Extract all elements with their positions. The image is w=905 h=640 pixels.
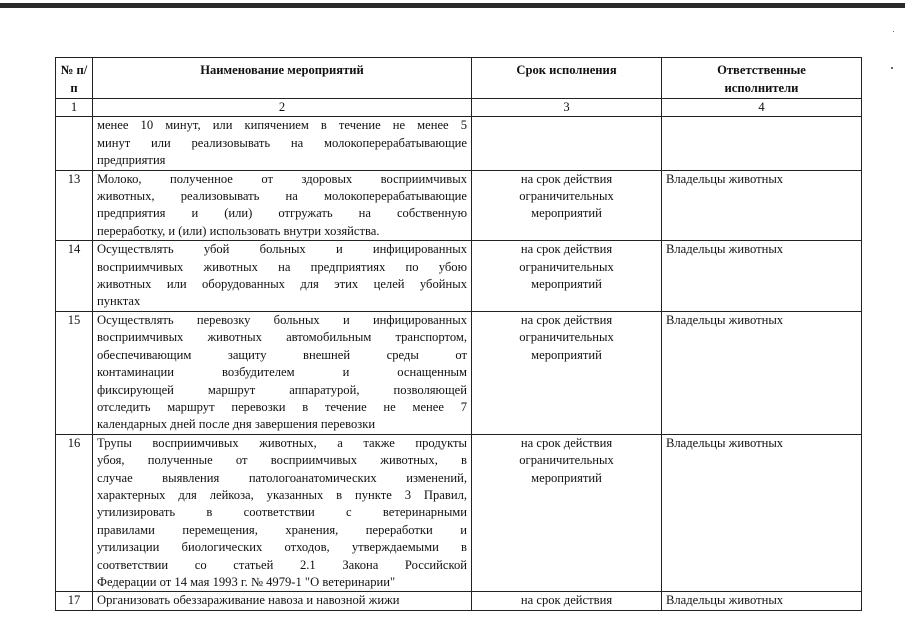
responsible-cell: Владельцы животных [662, 311, 862, 434]
description-line: Осуществлять перевозку больных и инфицированных [97, 312, 467, 327]
column-index-row [56, 99, 862, 117]
scan-speck [893, 31, 894, 32]
description-line: Трупы восприимчивых животных, а также продукты [97, 435, 467, 450]
responsible-cell: Владельцы животных [662, 241, 862, 312]
description-line: животных, реализовывать на молокоперерабатывающие [97, 189, 467, 204]
description-line: контаминации возбудителем и оснащенным [97, 365, 467, 380]
header-resp: Ответственные исполнители [662, 58, 862, 99]
description-line: убоя, полученные от восприимчивых животных, в [97, 453, 467, 468]
term-cell: на срок действия ограничительных мероприятий [472, 170, 662, 241]
description-line: предприятия [97, 153, 166, 168]
measure-description [93, 592, 472, 610]
description-line: переработку, и (или) использовать внутри хозяйства. [97, 223, 380, 238]
table-row [56, 241, 862, 312]
table-row [56, 592, 862, 610]
description-line: пунктах [97, 294, 141, 309]
table-row [56, 170, 862, 241]
measure-description [93, 241, 472, 312]
term-cell: на срок действия ограничительных мероприятий [472, 434, 662, 592]
term-cell: на срок действия ограничительных мероприятий [472, 241, 662, 312]
header-name: Наименование мероприятий [93, 58, 472, 99]
description-line: случае выявления патологоанатомических изменений, [97, 470, 467, 485]
scan-speck [891, 67, 893, 69]
description-line: обеспечивающим защиту внешней среды от [97, 347, 467, 362]
description-line: фиксирующей маршрут аппаратурой, позволяющей [97, 382, 467, 397]
description-line: отследить маршрут перевозки в течение не менее 7 [97, 399, 467, 414]
table-row [56, 434, 862, 592]
column-index: 4 [662, 99, 862, 117]
description-line: утилизации биологических отходов, утверждаемыми в [97, 540, 467, 555]
description-line: восприимчивых животных на предприятиях по убою [97, 259, 467, 274]
term-cell [472, 117, 662, 170]
measures-table [55, 57, 862, 611]
column-index: 1 [56, 99, 93, 117]
description-line: соответствии со статьей 2.1 Закона Российской [97, 557, 467, 572]
row-number: 14 [56, 241, 93, 312]
description-line: минут или реализовывать на молокоперерабатывающие [97, 135, 467, 150]
description-line: восприимчивых животных автомобильным транспортом, [97, 330, 467, 345]
description-line: животных или оборудованных для этих целей убойных [97, 277, 467, 292]
measure-description [93, 434, 472, 592]
header-num: № п/п [56, 58, 93, 99]
measure-description [93, 311, 472, 434]
description-line: Молоко, полученное от здоровых восприимчивых [97, 171, 467, 186]
description-line: Осуществлять убой больных и инфицированных [97, 242, 467, 257]
table-header-row [56, 58, 862, 99]
table-row [56, 117, 862, 170]
top-border-line [0, 3, 905, 8]
responsible-cell: Владельцы животных [662, 592, 862, 610]
measure-description [93, 117, 472, 170]
column-index: 3 [472, 99, 662, 117]
term-cell: на срок действия [472, 592, 662, 610]
description-line: характерных для лейкоза, указанных в пункте 3 Правил, [97, 487, 467, 502]
table-body [56, 117, 862, 610]
description-line: утилизировать в соответствии с ветеринарными [97, 505, 467, 520]
header-term: Срок исполнения [472, 58, 662, 99]
description-line: менее 10 минут, или кипячением в течение не менее 5 [97, 118, 467, 133]
responsible-cell [662, 117, 862, 170]
row-number [56, 117, 93, 170]
table-row [56, 311, 862, 434]
description-line: календарных дней после дня завершения перевозки [97, 417, 376, 432]
responsible-cell: Владельцы животных [662, 434, 862, 592]
description-line: Организовать обеззараживание навоза и навозной жижи [97, 593, 400, 608]
description-line: правилами перемещения, хранения, переработки и [97, 522, 467, 537]
row-number: 13 [56, 170, 93, 241]
row-number: 16 [56, 434, 93, 592]
row-number: 15 [56, 311, 93, 434]
responsible-cell: Владельцы животных [662, 170, 862, 241]
description-line: предприятия и (или) отгружать на собственную [97, 206, 467, 221]
column-index: 2 [93, 99, 472, 117]
term-cell: на срок действия ограничительных мероприятий [472, 311, 662, 434]
row-number: 17 [56, 592, 93, 610]
description-line: Федерации от 14 мая 1993 г. № 4979-1 "О ветеринарии" [97, 574, 396, 589]
measure-description [93, 170, 472, 241]
